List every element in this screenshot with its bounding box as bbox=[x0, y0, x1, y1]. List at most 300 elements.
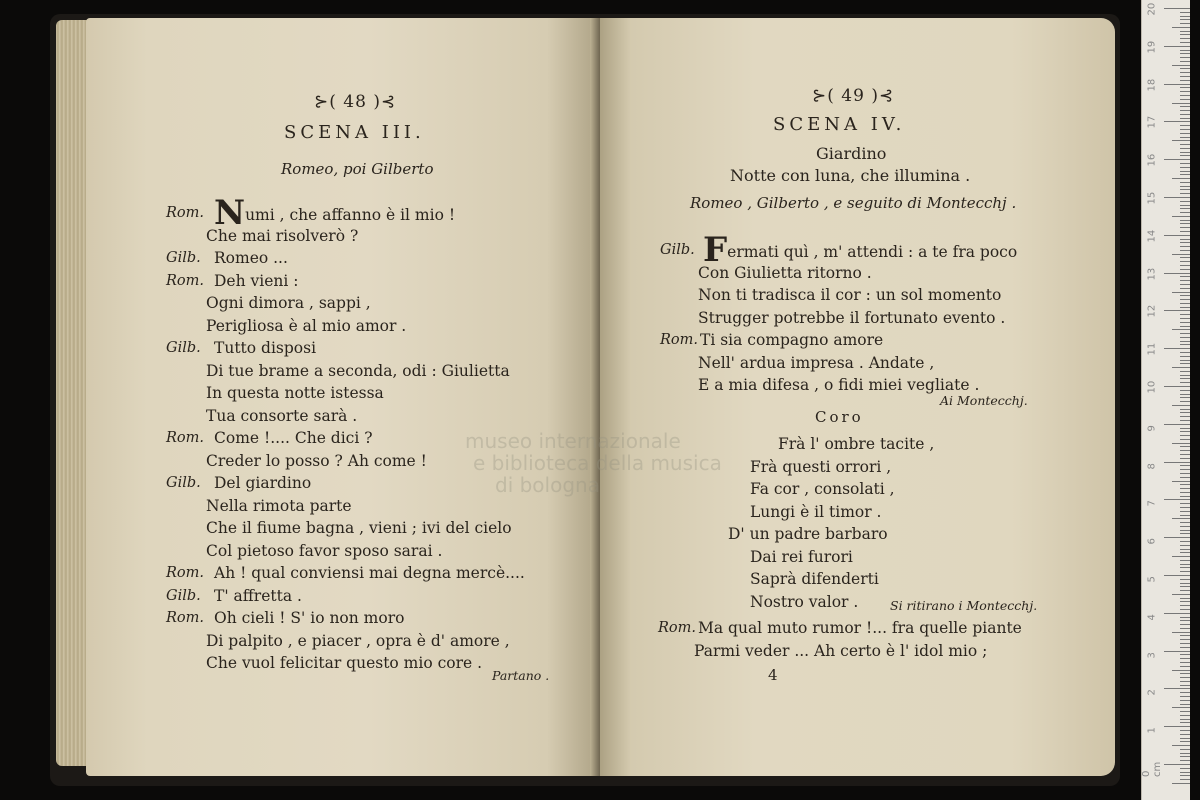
ruler-tick bbox=[1180, 42, 1190, 43]
ruler-tick bbox=[1180, 511, 1190, 512]
ruler-tick bbox=[1172, 594, 1190, 595]
ruler-tick bbox=[1180, 378, 1190, 379]
ruler-tick bbox=[1180, 38, 1190, 39]
ruler-tick bbox=[1180, 318, 1190, 319]
ruler-tick bbox=[1180, 677, 1190, 678]
ruler-tick bbox=[1180, 484, 1190, 485]
ruler-label: 6 bbox=[1146, 538, 1158, 545]
verse-line bbox=[214, 193, 456, 233]
ruler-tick bbox=[1180, 756, 1190, 757]
ruler-tick bbox=[1180, 261, 1190, 262]
ruler-label: 4 bbox=[1146, 613, 1158, 621]
verse-line bbox=[206, 316, 406, 336]
ruler-tick bbox=[1180, 303, 1190, 304]
verse-line bbox=[214, 563, 525, 583]
ruler-tick bbox=[1164, 499, 1190, 500]
ruler-label: 18 bbox=[1146, 78, 1158, 92]
chorus-line: D' un padre barbaro bbox=[728, 525, 888, 543]
ruler-tick bbox=[1180, 31, 1190, 32]
ruler-tick bbox=[1180, 295, 1190, 296]
verse-line bbox=[698, 353, 934, 373]
ruler-tick bbox=[1180, 533, 1190, 534]
speaker-label: Gilb. bbox=[166, 250, 201, 266]
ruler-tick bbox=[1180, 186, 1190, 187]
right-scene-title: SCENA IV. bbox=[773, 114, 906, 135]
ruler-tick bbox=[1180, 314, 1190, 315]
ruler-tick bbox=[1180, 87, 1190, 88]
ruler-tick bbox=[1180, 590, 1190, 591]
ruler-tick bbox=[1180, 779, 1190, 780]
ruler-tick bbox=[1180, 685, 1190, 686]
ruler-tick bbox=[1180, 416, 1190, 417]
verse-line bbox=[214, 338, 316, 358]
ruler-tick bbox=[1180, 12, 1190, 13]
ruler-tick bbox=[1180, 583, 1190, 584]
ruler-tick bbox=[1180, 412, 1190, 413]
verse-line bbox=[206, 518, 512, 538]
ruler-tick bbox=[1180, 635, 1190, 636]
ruler-tick bbox=[1180, 68, 1190, 69]
ruler-tick bbox=[1180, 431, 1190, 432]
chorus-line: Nostro valor . bbox=[750, 592, 859, 611]
ruler-tick bbox=[1180, 106, 1190, 107]
ruler-tick bbox=[1180, 552, 1190, 553]
ruler-tick bbox=[1180, 148, 1190, 149]
chorus-line: Fa cor , consolati , bbox=[750, 480, 895, 498]
chorus-line: Frà questi orrori , bbox=[750, 457, 892, 476]
ruler-tick bbox=[1180, 560, 1190, 561]
speaker-label: Gilb. bbox=[660, 242, 695, 258]
ruler-tick bbox=[1180, 76, 1190, 77]
ruler-tick bbox=[1180, 182, 1190, 183]
ruler-tick bbox=[1180, 503, 1190, 504]
verse-line bbox=[698, 308, 1005, 328]
ruler-tick bbox=[1180, 171, 1190, 172]
ruler-tick bbox=[1180, 711, 1190, 712]
ruler-tick bbox=[1180, 435, 1190, 436]
ruler-tick bbox=[1180, 53, 1190, 54]
ruler-tick bbox=[1180, 545, 1190, 546]
ruler-tick bbox=[1180, 23, 1190, 24]
ruler-tick bbox=[1180, 401, 1190, 402]
ruler-tick bbox=[1180, 605, 1190, 606]
ruler-tick bbox=[1180, 601, 1190, 602]
right-page-number: ⊱( 49 )⊰ bbox=[812, 86, 895, 106]
verse-text: Di palpito , e piacer , opra è d' amore , bbox=[206, 631, 510, 650]
chorus-heading: Coro bbox=[815, 408, 864, 426]
watermark-line-2: e biblioteca della musica bbox=[473, 451, 722, 475]
verse-line bbox=[214, 586, 302, 606]
speaker-label: Gilb. bbox=[166, 587, 201, 604]
ruler-tick bbox=[1180, 439, 1190, 440]
ruler-tick bbox=[1180, 673, 1190, 674]
ruler-label: 15 bbox=[1146, 191, 1158, 205]
ruler-tick bbox=[1180, 205, 1190, 206]
ruler-label: 16 bbox=[1146, 153, 1158, 167]
ruler-tick bbox=[1180, 760, 1190, 761]
ruler-tick bbox=[1180, 242, 1190, 243]
ruler-tick bbox=[1180, 163, 1190, 164]
verse-text: In questa notte istessa bbox=[206, 384, 384, 402]
left-scene-title: SCENA III. bbox=[284, 122, 425, 143]
verse-line bbox=[214, 248, 288, 268]
ruler-label: 8 bbox=[1146, 462, 1158, 470]
speaker-label: Rom. bbox=[166, 565, 205, 581]
ruler-tick bbox=[1180, 220, 1190, 221]
ruler-tick bbox=[1180, 722, 1190, 723]
verse-text: Ti sia compagno amore bbox=[700, 331, 884, 349]
ruler-tick bbox=[1172, 518, 1190, 519]
drop-capital: F bbox=[703, 230, 728, 270]
ruler-tick bbox=[1180, 356, 1190, 357]
ruler-tick bbox=[1180, 360, 1190, 361]
verse-text: Ogni dimora , sappi , bbox=[206, 294, 371, 312]
ruler-tick bbox=[1172, 292, 1190, 293]
ruler-tick bbox=[1180, 16, 1190, 17]
ruler-tick bbox=[1180, 428, 1190, 429]
speaker-label: Gilb. bbox=[166, 340, 201, 356]
ruler-tick bbox=[1180, 152, 1190, 153]
ruler-tick bbox=[1180, 734, 1190, 735]
ruler-tick bbox=[1180, 193, 1190, 194]
verse-line bbox=[206, 226, 358, 246]
ruler-tick bbox=[1180, 530, 1190, 531]
ruler-tick bbox=[1180, 526, 1190, 527]
ruler-tick bbox=[1172, 367, 1190, 368]
ruler-tick bbox=[1180, 446, 1190, 447]
ruler-tick bbox=[1164, 197, 1190, 198]
ruler-tick bbox=[1180, 571, 1190, 572]
ruler-tick bbox=[1180, 473, 1190, 474]
ruler-tick bbox=[1164, 613, 1190, 614]
verse-text: Deh vieni : bbox=[214, 271, 299, 290]
ruler-tick bbox=[1172, 103, 1190, 104]
ruler-tick bbox=[1180, 257, 1190, 258]
ruler-tick bbox=[1180, 700, 1190, 701]
ruler-tick bbox=[1164, 386, 1190, 387]
verse-line bbox=[206, 496, 352, 516]
ruler-tick bbox=[1180, 666, 1190, 667]
ruler-tick bbox=[1180, 125, 1190, 126]
chorus-line: Frà l' ombre tacite , bbox=[778, 435, 935, 453]
ruler-tick bbox=[1180, 110, 1190, 111]
ruler-tick bbox=[1180, 284, 1190, 285]
speaker-label: Rom. bbox=[166, 610, 205, 626]
ruler-tick bbox=[1180, 246, 1190, 247]
verse-text: Di tue brame a seconda, odi : Giulietta bbox=[206, 361, 510, 380]
ruler-label: 5 bbox=[1146, 576, 1158, 583]
ruler-tick bbox=[1180, 658, 1190, 659]
ruler-tick bbox=[1180, 768, 1190, 769]
verse-line bbox=[698, 618, 1022, 638]
ruler-tick bbox=[1164, 235, 1190, 236]
verse-line bbox=[700, 330, 883, 350]
ruler-tick bbox=[1180, 741, 1190, 742]
ruler-tick bbox=[1180, 643, 1190, 644]
ruler-tick bbox=[1164, 462, 1190, 463]
ruler-tick bbox=[1180, 617, 1190, 618]
ruler-tick bbox=[1180, 515, 1190, 516]
ruler-label: 19 bbox=[1146, 40, 1158, 54]
ruler-tick bbox=[1180, 269, 1190, 270]
ruler-tick bbox=[1180, 250, 1190, 251]
verse-line bbox=[206, 293, 371, 313]
verse-text: Che vuol felicitar questo mio core . bbox=[206, 654, 483, 672]
ruler-tick bbox=[1180, 189, 1190, 190]
ruler-tick bbox=[1180, 469, 1190, 470]
ruler-label: 7 bbox=[1146, 500, 1158, 507]
ruler-tick bbox=[1180, 265, 1190, 266]
ruler-tick bbox=[1180, 174, 1190, 175]
ruler-tick bbox=[1180, 598, 1190, 599]
verse-line bbox=[703, 230, 1018, 270]
left-cast: Romeo, poi Gilberto bbox=[281, 160, 434, 178]
ruler-tick bbox=[1164, 424, 1190, 425]
verse-line bbox=[206, 653, 482, 673]
ruler-tick bbox=[1180, 496, 1190, 497]
ruler-tick bbox=[1180, 352, 1190, 353]
ruler-tick bbox=[1180, 118, 1190, 119]
verse-text: Tua consorte sarà . bbox=[206, 406, 358, 425]
ruler-tick bbox=[1180, 454, 1190, 455]
verse-line bbox=[698, 375, 979, 395]
verse-text: Nell' ardua impresa . Andate , bbox=[698, 353, 935, 372]
ruler-tick bbox=[1180, 114, 1190, 115]
chorus-line: Saprà difenderti bbox=[750, 570, 879, 588]
ruler-tick bbox=[1180, 280, 1190, 281]
verse-line bbox=[698, 263, 872, 283]
right-direction-2: Si ritirano i Montecchj. bbox=[890, 598, 1038, 613]
ruler-tick bbox=[1180, 730, 1190, 731]
speaker-label: Rom. bbox=[166, 430, 205, 446]
ruler-tick bbox=[1172, 405, 1190, 406]
ruler-label: 10 bbox=[1146, 380, 1158, 394]
verse-text: Come !.... Che dici ? bbox=[214, 429, 373, 447]
verse-text: umi , che affanno è il mio ! bbox=[245, 206, 456, 224]
ruler-tick bbox=[1180, 99, 1190, 100]
left-page-number: ⊱( 48 )⊰ bbox=[314, 92, 397, 112]
ruler-tick bbox=[1180, 155, 1190, 156]
chorus-line: Dai rei furori bbox=[750, 547, 853, 566]
ruler-tick bbox=[1164, 688, 1190, 689]
ruler-tick bbox=[1180, 322, 1190, 323]
watermark bbox=[465, 430, 725, 496]
ruler-tick bbox=[1180, 681, 1190, 682]
ruler-tick bbox=[1180, 609, 1190, 610]
ruler-tick bbox=[1180, 465, 1190, 466]
ruler-tick bbox=[1180, 167, 1190, 168]
verse-line bbox=[206, 631, 510, 651]
ruler-tick bbox=[1180, 753, 1190, 754]
ruler-tick bbox=[1172, 556, 1190, 557]
measurement-ruler bbox=[1141, 0, 1190, 800]
verse-text: Con Giulietta ritorno . bbox=[698, 263, 872, 282]
ruler-label: 17 bbox=[1146, 116, 1158, 129]
ruler-tick bbox=[1180, 662, 1190, 663]
ruler-tick bbox=[1172, 140, 1190, 141]
ruler-tick bbox=[1180, 137, 1190, 138]
verse-text: Non ti tradisca il cor : un sol momento bbox=[698, 286, 1002, 304]
ruler-tick bbox=[1180, 624, 1190, 625]
ruler-tick bbox=[1172, 783, 1190, 784]
ruler-tick bbox=[1164, 121, 1190, 122]
ruler-tick bbox=[1180, 450, 1190, 451]
ruler-tick bbox=[1164, 651, 1190, 652]
ruler-tick bbox=[1180, 201, 1190, 202]
ruler-tick bbox=[1180, 337, 1190, 338]
ruler-label: 12 bbox=[1146, 305, 1158, 318]
verse-text: Che il fiume bagna , vieni ; ivi del cielo bbox=[206, 519, 512, 537]
ruler-tick bbox=[1180, 692, 1190, 693]
ruler-tick bbox=[1164, 273, 1190, 274]
ruler-tick bbox=[1180, 341, 1190, 342]
left-exit-direction: Partano . bbox=[492, 668, 550, 683]
ruler-tick bbox=[1164, 575, 1190, 576]
ruler-tick bbox=[1164, 764, 1190, 765]
ruler-tick bbox=[1180, 212, 1190, 213]
ruler-tick bbox=[1180, 144, 1190, 145]
ruler-tick bbox=[1180, 239, 1190, 240]
signature-mark: 4 bbox=[768, 666, 778, 684]
ruler-tick bbox=[1180, 628, 1190, 629]
ruler-tick bbox=[1180, 223, 1190, 224]
ruler-tick bbox=[1180, 95, 1190, 96]
ruler-tick bbox=[1180, 19, 1190, 20]
verse-text: ermati quì , m' attendi : a te fra poco bbox=[727, 243, 1018, 261]
ruler-label: 13 bbox=[1146, 267, 1158, 281]
verse-text: Romeo ... bbox=[214, 249, 288, 267]
ruler-label: 14 bbox=[1146, 229, 1158, 243]
ruler-tick bbox=[1180, 371, 1190, 372]
ruler-tick bbox=[1180, 704, 1190, 705]
verse-line bbox=[206, 406, 357, 426]
verse-line bbox=[206, 383, 384, 403]
ruler-tick bbox=[1180, 61, 1190, 62]
ruler-tick bbox=[1180, 715, 1190, 716]
verse-line bbox=[698, 285, 1001, 305]
verse-text: Ma qual muto rumor !... fra quelle piante bbox=[698, 619, 1022, 637]
ruler-tick bbox=[1180, 307, 1190, 308]
ruler-tick bbox=[1180, 50, 1190, 51]
verse-text: Creder lo posso ? Ah come ! bbox=[206, 451, 427, 470]
ruler-tick bbox=[1164, 84, 1190, 85]
ruler-tick bbox=[1180, 80, 1190, 81]
ruler-tick bbox=[1180, 57, 1190, 58]
ruler-tick bbox=[1180, 344, 1190, 345]
verse-line bbox=[214, 271, 299, 291]
verse-text: Perigliosa è al mio amor . bbox=[206, 316, 407, 335]
ruler-tick bbox=[1172, 178, 1190, 179]
ruler-tick bbox=[1172, 443, 1190, 444]
speaker-label: Gilb. bbox=[166, 475, 201, 491]
ruler-tick bbox=[1180, 333, 1190, 334]
speaker-label: Rom. bbox=[658, 620, 697, 636]
ruler-tick bbox=[1180, 492, 1190, 493]
ruler-label: 2 bbox=[1146, 689, 1158, 696]
ruler-tick bbox=[1180, 34, 1190, 35]
verse-text: Tutto disposi bbox=[214, 339, 317, 357]
ruler-tick bbox=[1180, 522, 1190, 523]
ruler-tick bbox=[1164, 348, 1190, 349]
ruler-tick bbox=[1180, 227, 1190, 228]
right-cast: Romeo , Gilberto , e seguito di Montecchj . bbox=[690, 194, 1017, 212]
verse-text: T' affretta . bbox=[214, 586, 302, 605]
ruler-tick bbox=[1172, 632, 1190, 633]
ruler-tick bbox=[1180, 363, 1190, 364]
ruler-tick bbox=[1180, 749, 1190, 750]
ruler-tick bbox=[1180, 477, 1190, 478]
ruler-tick bbox=[1180, 579, 1190, 580]
verse-text: Del giardino bbox=[214, 474, 312, 492]
drop-capital: N bbox=[214, 193, 246, 233]
ruler-tick bbox=[1180, 72, 1190, 73]
verse-line bbox=[214, 428, 373, 448]
verse-text: Parmi veder ... Ah certo è l' idol mio ; bbox=[694, 641, 988, 660]
speaker-label: Rom. bbox=[166, 205, 205, 221]
ruler-tick bbox=[1164, 46, 1190, 47]
ruler-tick bbox=[1172, 481, 1190, 482]
ruler-tick bbox=[1180, 654, 1190, 655]
ruler-tick bbox=[1180, 397, 1190, 398]
ruler-label: 3 bbox=[1146, 651, 1158, 659]
verse-line bbox=[694, 641, 987, 661]
right-direction-1: Ai Montecchj. bbox=[940, 393, 1028, 408]
verse-text: E a mia difesa , o fidi miei vegliate . bbox=[698, 376, 980, 394]
verse-text: Oh cieli ! S' io non moro bbox=[214, 609, 405, 627]
ruler-tick bbox=[1180, 420, 1190, 421]
ruler-tick bbox=[1172, 254, 1190, 255]
ruler-tick bbox=[1180, 129, 1190, 130]
ruler-tick bbox=[1180, 541, 1190, 542]
ruler-tick bbox=[1180, 549, 1190, 550]
verse-text: Che mai risolverò ? bbox=[206, 226, 359, 245]
watermark-line-3: di bologna bbox=[495, 473, 600, 497]
ruler-tick bbox=[1180, 488, 1190, 489]
verse-line bbox=[214, 608, 404, 628]
right-setting: Giardino bbox=[816, 144, 887, 163]
ruler-tick bbox=[1180, 507, 1190, 508]
ruler-tick bbox=[1180, 288, 1190, 289]
ruler-label: 0 cm bbox=[1141, 761, 1163, 777]
left-page bbox=[86, 18, 598, 776]
ruler-tick bbox=[1180, 639, 1190, 640]
ruler-tick bbox=[1180, 299, 1190, 300]
ruler-tick bbox=[1180, 409, 1190, 410]
ruler-tick bbox=[1180, 696, 1190, 697]
ruler-tick bbox=[1180, 564, 1190, 565]
ruler-tick bbox=[1172, 745, 1190, 746]
ruler-tick bbox=[1164, 310, 1190, 311]
ruler-tick bbox=[1180, 208, 1190, 209]
ruler-tick bbox=[1172, 27, 1190, 28]
ruler-tick bbox=[1180, 133, 1190, 134]
right-page bbox=[600, 18, 1115, 776]
ruler-label: 9 bbox=[1146, 424, 1158, 432]
ruler-tick bbox=[1172, 65, 1190, 66]
speaker-label: Rom. bbox=[166, 272, 205, 289]
ruler-label: 11 bbox=[1146, 342, 1158, 356]
ruler-tick bbox=[1180, 91, 1190, 92]
ruler-tick bbox=[1164, 8, 1190, 9]
verse-text: Nella rimota parte bbox=[206, 496, 352, 515]
ruler-tick bbox=[1180, 276, 1190, 277]
chorus-line: Lungi è il timor . bbox=[750, 502, 882, 521]
right-setting-detail: Notte con luna, che illumina . bbox=[730, 166, 971, 185]
ruler-tick bbox=[1180, 719, 1190, 720]
verse-text: Col pietoso favor sposo sarai . bbox=[206, 541, 443, 560]
ruler-tick bbox=[1172, 670, 1190, 671]
speaker-label: Rom. bbox=[660, 332, 699, 348]
